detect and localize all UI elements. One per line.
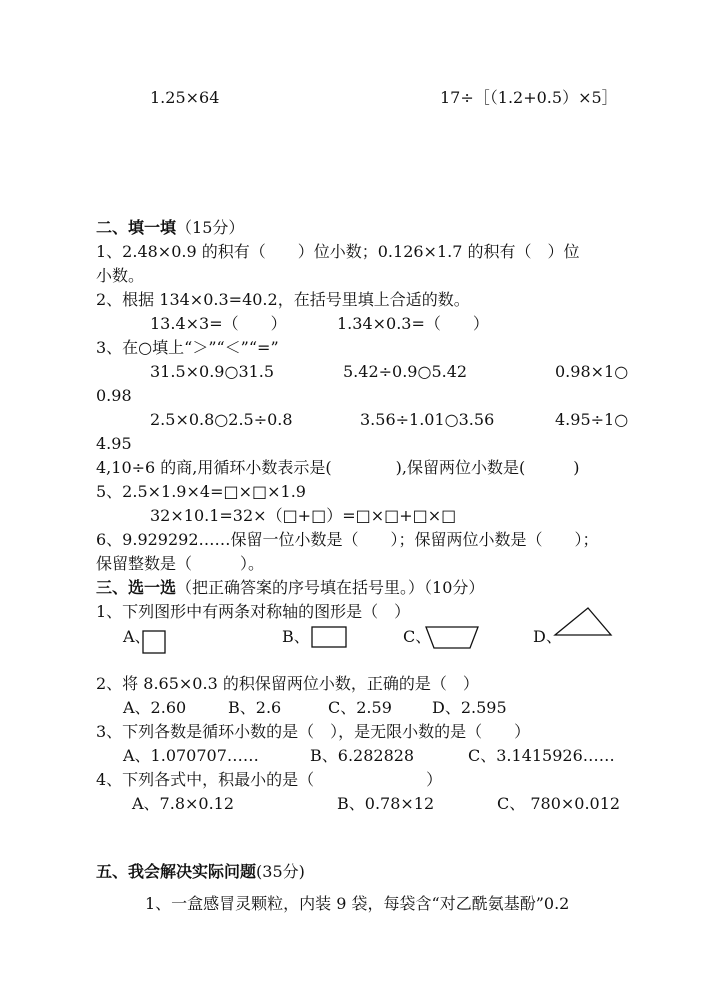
s2-q3-row2-wrap: 4.95 [96, 434, 132, 453]
s3-q1-opt-c: C、 [403, 627, 432, 646]
s2-q3-row2-b: 3.56÷1.01○3.56 [360, 410, 495, 429]
s2-q6-line1: 6、9.929292……保留一位小数是（ ）；保留两位小数是（ ）； [96, 530, 599, 549]
s2-q5-line1: 5、2.5×1.9×4=□×□×1.9 [96, 482, 306, 501]
s2-q3-row1-a: 31.5×0.9○31.5 [150, 362, 275, 381]
s3-q3-opt-c: C、3.1415926…… [468, 746, 615, 765]
s3-q2-opt-b: B、2.6 [228, 698, 282, 717]
s3-q1-opt-b: B、 [282, 627, 310, 646]
triangle-shape-option-d [554, 607, 612, 637]
s5-q1: 1、一盒感冒灵颗粒，内装 9 袋，每袋含“对乙酰氨基酚”0.2 [145, 894, 570, 913]
s2-q3: 3、在○填上“＞”“＜”“=” [96, 338, 279, 357]
rectangle-shape-option-b [311, 626, 347, 648]
section5-heading: 五、我会解决实际问题 [96, 862, 257, 881]
s3-q1-opt-a: A、 [123, 627, 151, 646]
s2-q2-b: 1.34×0.3=（ ） [337, 314, 489, 333]
s2-q3-row2-a: 2.5×0.8○2.5÷0.8 [150, 410, 293, 429]
section2-heading: 二、填一填 [96, 218, 177, 237]
s2-q3-row2-c: 4.95÷1○ [555, 410, 629, 429]
section5-score: (35分) [256, 862, 305, 881]
trapezoid-shape-option-c [425, 625, 479, 649]
s2-q5-line2: 32×10.1=32×（□+□）=□×□+□×□ [150, 506, 457, 525]
s2-q4: 4,10÷6 的商,用循环小数表示是( ),保留两位小数是( ) [96, 458, 580, 477]
section2-score: （15分） [176, 218, 245, 237]
s2-q1-line1: 1、2.48×0.9 的积有（ ）位小数；0.126×1.7 的积有（ ）位 [96, 242, 580, 261]
s2-q1-line2: 小数。 [96, 266, 145, 285]
s3-q3: 3、下列各数是循环小数的是（ ），是无限小数的是（ ） [96, 722, 531, 741]
calc-right: 17÷［（1.2+0.5）×5］ [440, 88, 618, 107]
s3-q4-opt-c: C、 780×0.012 [497, 794, 621, 813]
section3-heading: 三、选一选 [96, 578, 177, 597]
s2-q2-a: 13.4×3=（ ） [150, 314, 287, 333]
s2-q6-line2: 保留整数是（ ）。 [96, 554, 265, 573]
s3-q2-opt-d: D、2.595 [432, 698, 507, 717]
s2-q3-row1-b: 5.42÷0.9○5.42 [343, 362, 468, 381]
s2-q3-row1-c: 0.98×1○ [555, 362, 629, 381]
s3-q4-opt-a: A、7.8×0.12 [132, 794, 235, 813]
s2-q3-row1-wrap: 0.98 [96, 386, 132, 405]
s2-q2: 2、根据 134×0.3=40.2，在括号里填上合适的数。 [96, 290, 470, 309]
calc-left: 1.25×64 [150, 88, 220, 107]
s3-q1: 1、下列图形中有两条对称轴的图形是（ ） [96, 602, 411, 621]
section2-title [96, 218, 244, 238]
s3-q3-opt-a: A、1.070707…… [123, 746, 259, 765]
s3-q4-opt-b: B、0.78×12 [337, 794, 435, 813]
s3-q4: 4、下列各式中，积最小的是（ ） [96, 770, 443, 789]
s3-q2-opt-a: A、2.60 [123, 698, 187, 717]
s3-q2-opt-c: C、2.59 [328, 698, 392, 717]
section3-title [96, 578, 484, 598]
s3-q3-opt-b: B、6.282828 [310, 746, 415, 765]
s3-q1-opt-d: D、 [533, 627, 562, 646]
section3-note: （把正确答案的序号填在括号里。）（10分） [176, 578, 485, 597]
section5-title [96, 862, 305, 882]
square-shape-option-a [142, 630, 166, 654]
s3-q2: 2、将 8.65×0.3 的积保留两位小数，正确的是（ ） [96, 674, 479, 693]
